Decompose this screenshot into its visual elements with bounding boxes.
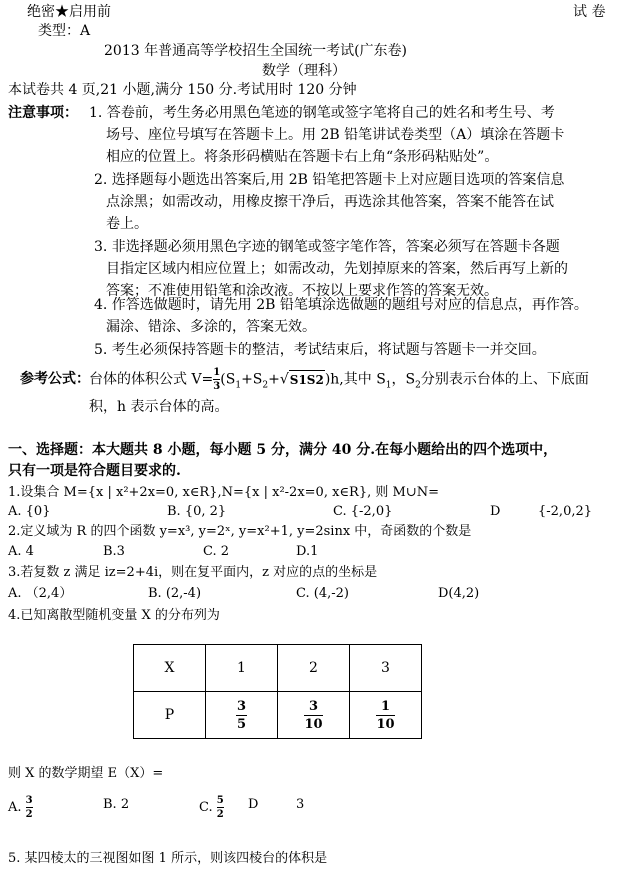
q2-option-c: C. 2	[203, 544, 230, 559]
q4-a-den: 2	[25, 809, 33, 820]
formula-sqrt: S1S2	[289, 370, 325, 390]
q5-stem: 5. 某四棱太的三视图如图 1 所示，则该四棱台的体积是	[8, 851, 328, 866]
q4-option-c	[199, 794, 224, 821]
formula-plus-2: +	[268, 371, 280, 388]
note-2-line-2: 点涂黑；如需改动，用橡皮擦干净后，再选涂其他答案，答案不能答在试	[106, 194, 554, 210]
q4-c-num: 5	[216, 795, 224, 806]
note-2-line-3: 卷上。	[106, 216, 148, 232]
q4-option-d-label: D	[248, 797, 259, 812]
formula-line-2: 积，h 表示台体的高。	[89, 399, 229, 415]
q1-option-c: C. {-2,0}	[333, 504, 393, 519]
q4-stem: 4.已知离散型随机变量 X 的分布列为	[8, 608, 220, 623]
prob-fraction-2	[304, 698, 322, 733]
prob-2-num: 3	[304, 698, 322, 716]
exam-subject: 数学（理科）	[262, 63, 346, 79]
q4-after: 则 X 的数学期望 E（X）=	[8, 766, 164, 781]
table-row	[134, 692, 422, 739]
paper-label: 试 卷	[573, 4, 606, 20]
prob-fraction-3	[376, 698, 394, 733]
notes-label: 注意事项：	[8, 105, 78, 121]
note-1-line-2: 场号、座位号填写在答题卡上。用 2B 铅笔讲试卷类型（A）填涂在答题卡	[106, 127, 565, 143]
section-heading-1: 一、选择题：本大题共 8 小题，每小题 5 分，满分 40 分.在每小题给出的四个选项中，	[8, 442, 558, 458]
q2-stem: 2.定义域为 R 的四个函数 y=x³, y=2ˣ, y=x²+1, y=2sinx 中，奇函数的个数是	[8, 524, 472, 539]
table-cell-p-label: P	[134, 692, 206, 739]
note-3-line-1: 3. 非选择题必须用黑色字迹的钢笔或签字笔作答，答案必须写在答题卡各题	[94, 239, 560, 255]
q4-option-a-label: A.	[8, 800, 22, 815]
q4-option-a	[8, 794, 33, 821]
formula-post-2: ，S	[391, 371, 416, 388]
formula-plus: +S	[241, 371, 263, 388]
secret-label: 绝密★启用前	[27, 4, 111, 20]
formula-line-1: 台体的体积公式 V= $\frac{1}{3}$ $(S_1+S_2+√S1S2)h$,其中 $S_1$，$S_2$分别表示台体的上、下底面	[89, 367, 589, 392]
q4-option-a-fraction	[26, 794, 33, 821]
table-cell-p-3	[350, 692, 422, 739]
table-cell-x-label: X	[134, 645, 206, 692]
q3-option-d: D(4,2)	[438, 586, 480, 601]
note-1-line-1: 1. 答卷前，考生务必用黑色笔迹的钢笔或签字笔将自己的姓名和考生号、考	[89, 105, 555, 121]
q2-option-b: B.3	[103, 544, 125, 559]
formula-sub-1: 1	[235, 380, 242, 391]
q4-option-b: B. 2	[103, 797, 130, 812]
distribution-table	[133, 644, 422, 739]
note-3-line-3: 答案；不准使用铅笔和涂改液。不按以上要求作答的答案无效。	[106, 283, 498, 299]
type-line: 类型：A	[38, 23, 91, 39]
formula-frac-den: 3	[213, 381, 221, 392]
q1-stem: 1.设集合 M={x | x²+2x=0, x∈R},N={x | x²-2x=0, x∈R}, 则 M∪N=	[8, 485, 439, 500]
table-cell-x-2: 2	[278, 645, 350, 692]
prob-1-num: 3	[236, 698, 247, 714]
prob-3-den: 10	[376, 716, 395, 732]
formula-prefix: 台体的体积公式 V=	[89, 371, 214, 388]
prob-fraction-1	[236, 698, 247, 733]
formula-mid: (S	[220, 371, 236, 388]
q4-a-num: 3	[25, 795, 33, 806]
q3-option-a: A. （2,4）	[8, 586, 73, 601]
formula-post-sub-2: 2	[415, 380, 421, 391]
q1-option-b: B. {0, 2}	[167, 504, 227, 519]
formula-post: )h,其中 S	[324, 371, 386, 388]
q2-option-d: D.1	[296, 544, 319, 559]
q2-option-a: A. 4	[8, 544, 34, 559]
q4-option-c-fraction	[217, 794, 224, 821]
formula-sub-2: 2	[262, 380, 269, 391]
note-4-line-1: 4. 作答选做题时，请先用 2B 铅笔填涂选做题的题组号对应的信息点，再作答。	[94, 297, 588, 313]
q4-option-d: 3	[296, 797, 305, 812]
formula-post-3: 分别表示台体的上、下底面	[420, 371, 589, 388]
prob-1-den: 5	[236, 716, 247, 732]
note-4-line-2: 漏涂、错涂、多涂的，答案无效。	[106, 319, 316, 335]
note-5-line-1: 5. 考生必须保持答题卡的整洁，考试结束后，将试题与答题卡一并交回。	[94, 342, 546, 358]
q3-stem: 3.若复数 z 满足 iz=2+4i，则在复平面内，z 对应的点的坐标是	[8, 565, 378, 580]
formula-post-sub-1: 1	[385, 380, 392, 391]
formula-label: 参考公式：	[20, 371, 90, 387]
exam-title: 2013 年普通高等学校招生全国统一考试(广东卷)	[104, 43, 408, 59]
table-cell-p-1	[206, 692, 278, 739]
q1-option-d-label: D	[490, 504, 501, 519]
section-heading-2: 只有一项是符合题目要求的.	[8, 463, 181, 479]
table-cell-x-3: 3	[350, 645, 422, 692]
q4-c-den: 2	[216, 809, 224, 820]
note-3-line-2: 目指定区域内相应位置上；如需改动，先划掉原来的答案，然后再写上新的	[106, 261, 568, 277]
exam-info: 本试卷共 4 页,21 小题,满分 150 分.考试用时 120 分钟	[8, 82, 357, 98]
prob-2-den: 10	[304, 716, 323, 732]
note-1-line-3: 相应的位置上。将条形码横贴在答题卡右上角“条形码粘贴处”。	[106, 149, 499, 165]
q4-option-c-label: C.	[199, 800, 213, 815]
q1-option-a: A. {0}	[8, 504, 51, 519]
q3-option-c: C. (4,-2)	[296, 586, 349, 601]
table-cell-p-2	[278, 692, 350, 739]
prob-3-num: 1	[376, 698, 394, 716]
q3-option-b: B. (2,-4)	[148, 586, 202, 601]
note-2-line-1: 2. 选择题每小题选出答案后,用 2B 铅笔把答题卡上对应题目选项的答案信息	[94, 172, 565, 188]
table-cell-x-1: 1	[206, 645, 278, 692]
q1-option-d: {-2,0,2}	[538, 504, 593, 519]
formula-frac-num: 1	[213, 367, 221, 378]
table-row	[134, 645, 422, 692]
